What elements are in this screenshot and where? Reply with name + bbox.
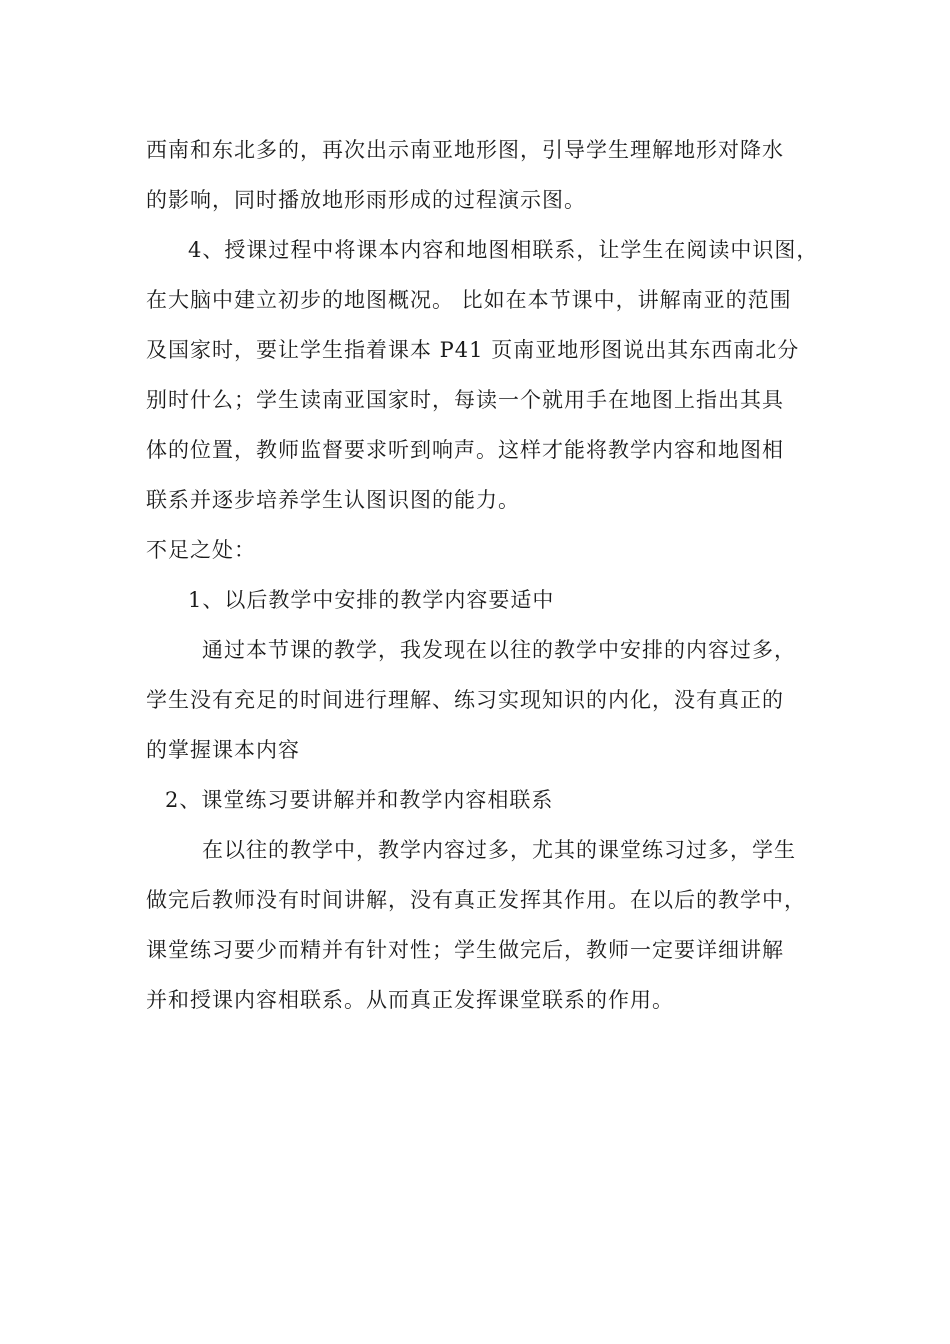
text-line-6: 别时什么；学生读南亚国家时，每读一个就用手在地图上指出其具 xyxy=(146,388,784,412)
item-heading-1: 1、以后教学中安排的教学内容要适中 xyxy=(188,588,555,612)
text-line-3: 4、授课过程中将课本内容和地图相联系，让学生在阅读中识图， xyxy=(188,238,819,262)
item-heading-2: 2、课堂练习要讲解并和教学内容相联系 xyxy=(165,788,554,812)
text-line-4: 在大脑中建立初步的地图概况。 比如在本节课中，讲解南亚的范围 xyxy=(146,288,792,312)
text-line-17: 课堂练习要少而精并有针对性；学生做完后，教师一定要详细讲解 xyxy=(146,938,784,962)
text-line-12: 学生没有充足的时间进行理解、练习实现知识的内化，没有真正的 xyxy=(146,688,784,712)
text-line-1: 西南和东北多的，再次出示南亚地形图，引导学生理解地形对降水 xyxy=(146,138,784,162)
text-line-2: 的影响，同时播放地形雨形成的过程演示图。 xyxy=(146,188,586,212)
text-line-11: 通过本节课的教学，我发现在以往的教学中安排的内容过多， xyxy=(202,638,796,662)
text-line-13: 的掌握课本内容 xyxy=(146,738,300,762)
text-line-15: 在以往的教学中，教学内容过多，尤其的课堂练习过多，学生 xyxy=(202,838,796,862)
text-line-7: 体的位置，教师监督要求听到响声。这样才能将教学内容和地图相 xyxy=(146,438,784,462)
section-heading-shortcomings: 不足之处： xyxy=(146,538,256,562)
text-line-8: 联系并逐步培养学生认图识图的能力。 xyxy=(146,488,520,512)
text-line-5: 及国家时，要让学生指着课本 P41 页南亚地形图说出其东西南北分 xyxy=(146,338,800,362)
text-line-18: 并和授课内容相联系。从而真正发挥课堂联系的作用。 xyxy=(146,988,674,1012)
text-line-16: 做完后教师没有时间讲解，没有真正发挥其作用。在以后的教学中， xyxy=(146,888,806,912)
